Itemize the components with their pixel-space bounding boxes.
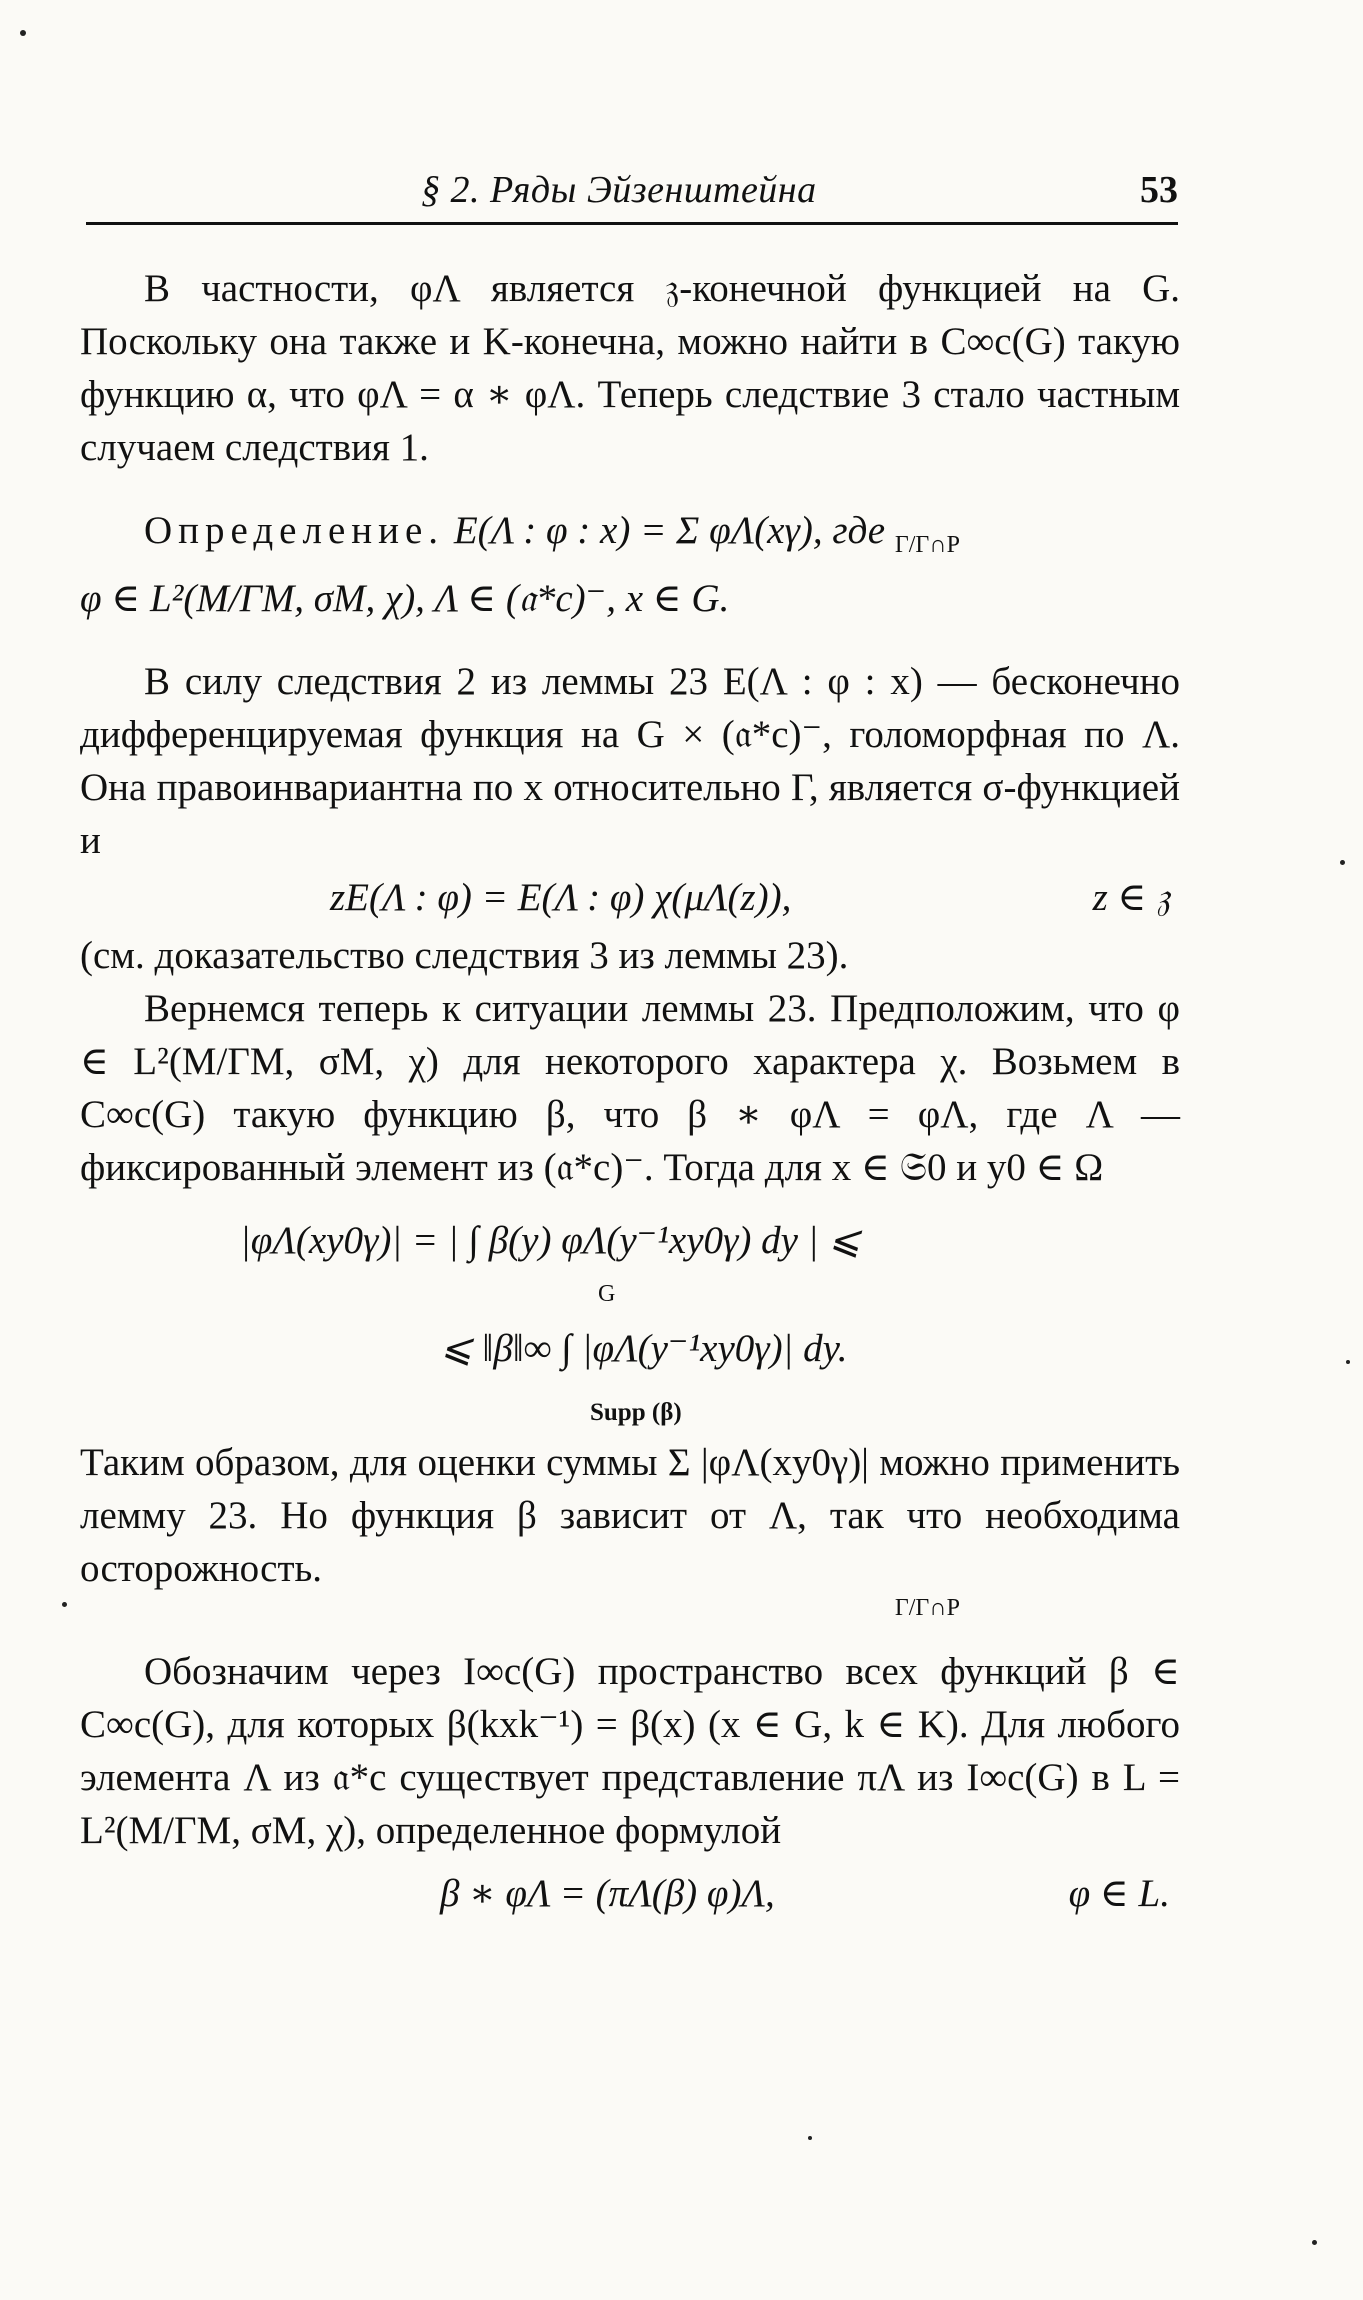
formula-4-main: β ∗ φΛ = (πΛ(β) φ)Λ,	[440, 1871, 775, 1915]
definition-lead: Определение.	[144, 509, 445, 552]
formula-2	[80, 1194, 1180, 1306]
formula-3-integral-domain: Supp (β)	[590, 1398, 682, 1426]
paragraph-5-text: Таким образом, для оценки суммы Σ |φΛ(xy0γ)| можно применить лемму 23. Но функция β зависит от Λ, так что необходима осторожность.	[80, 1440, 1180, 1590]
header-rule	[86, 222, 1178, 225]
definition	[80, 504, 1180, 572]
formula-1-main: zE(Λ : φ) = E(Λ : φ) χ(μΛ(z)),	[330, 875, 792, 919]
definition-sum-index: Γ/Γ∩P	[894, 531, 960, 558]
paragraph-3: (см. доказательство следствия 3 из леммы 23).	[80, 933, 849, 977]
formula-2-main: |φΛ(xy0γ)| = | ∫ β(y) φΛ(y⁻¹xy0γ) dy | ⩽	[240, 1218, 861, 1262]
paragraph-5-sum-index	[80, 1595, 1180, 1621]
scan-speck	[1346, 1360, 1350, 1364]
scan-speck	[62, 1602, 67, 1607]
page-body	[80, 262, 1180, 1927]
formula-3	[80, 1306, 1180, 1436]
header-title: § 2. Ряды Эйзенштейна	[421, 169, 817, 211]
paragraph-5	[80, 1436, 1180, 1595]
paragraph-4: Вернемся теперь к ситуации леммы 23. Предположим, что φ ∈ L²(M/ΓM, σM, χ) для некоторого характера χ. Возьмем в C∞c(G) такую функцию β, что β ∗ φΛ = φΛ, где Λ — фиксированный элемент из (𝔞*c)⁻. Тогда для x ∈ 𝔖0 и y0 ∈ Ω	[80, 986, 1180, 1189]
formula-4	[80, 1857, 1180, 1927]
scan-speck	[808, 2136, 812, 2140]
paragraph-1: В частности, φΛ является 𝔷-конечной функцией на G. Поскольку она также и K-конечна, можно найти в C∞c(G) такую функцию α, что φΛ = α ∗ φΛ. Теперь следствие 3 стало частным случаем следствия 1.	[80, 267, 1180, 469]
paragraph-6: Обозначим через I∞c(G) пространство всех функций β ∈ C∞c(G), для которых β(kxk⁻¹) = β(x) (x ∈ G, k ∈ K). Для любого элемента Λ из 𝔞*c существует представление πΛ из I∞c(G) в L = L²(M/ΓM, σM, χ), определенное формулой	[80, 1649, 1180, 1852]
paragraph-2: В силу следствия 2 из леммы 23 E(Λ : φ : x) — бесконечно дифференцируемая функция на G × (𝔞*c)⁻, голоморфная по Λ. Она правоинвариантна по x относительно Γ, является σ-функцией и	[80, 659, 1180, 862]
formula-1-side: z ∈ 𝔷	[1092, 875, 1170, 919]
formula-1	[80, 867, 1180, 929]
scan-speck	[1312, 2240, 1317, 2245]
formula-2-integral-domain: G	[598, 1280, 616, 1307]
page-number: 53	[1140, 169, 1178, 211]
scan-speck	[20, 30, 26, 36]
scan-speck	[1340, 860, 1345, 865]
running-header	[86, 168, 1178, 224]
sum-index-label: Γ/Γ∩P	[894, 1594, 960, 1621]
formula-4-side: φ ∈ L.	[1068, 1871, 1170, 1915]
formula-3-main: ⩽ ‖β‖∞ ∫ |φΛ(y⁻¹xy0γ)| dy.	[440, 1326, 848, 1370]
definition-line-2: φ ∈ L²(M/ΓM, σM, χ), Λ ∈ (𝔞*c)⁻, x ∈ G.	[80, 576, 730, 620]
definition-formula: E(Λ : φ : x) = Σ φΛ(xγ), где	[453, 509, 886, 552]
